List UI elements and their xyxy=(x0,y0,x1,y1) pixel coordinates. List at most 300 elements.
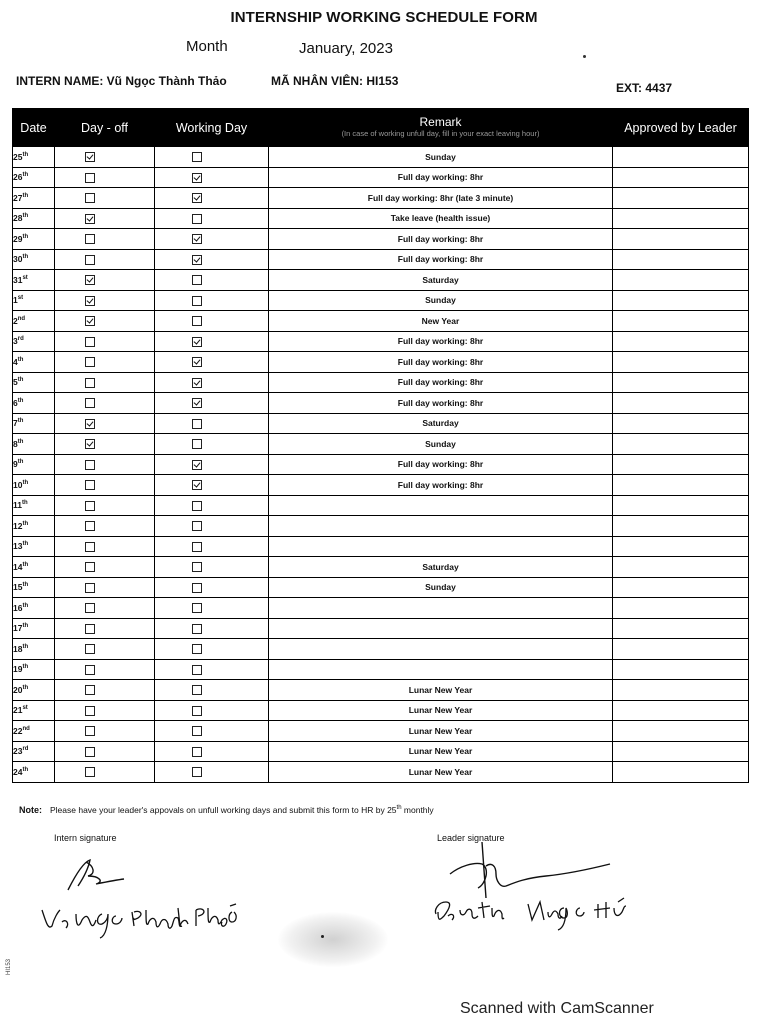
day-off-cell xyxy=(55,372,155,393)
day-off-cell xyxy=(55,249,155,270)
date-cell xyxy=(13,700,55,721)
month-value: January, 2023 xyxy=(299,40,393,57)
working-day-cell xyxy=(155,311,269,332)
date-cell xyxy=(13,536,55,557)
date-cell xyxy=(13,229,55,250)
date-cell xyxy=(13,516,55,537)
date-cell xyxy=(13,639,55,660)
approval-cell xyxy=(613,147,749,168)
date-cell xyxy=(13,372,55,393)
working-day-checkbox[interactable] xyxy=(192,542,202,552)
working-day-checkbox[interactable] xyxy=(192,685,202,695)
table-row xyxy=(13,147,749,168)
day-off-cell xyxy=(55,270,155,291)
date-cell xyxy=(13,721,55,742)
day-off-cell xyxy=(55,741,155,762)
approval-cell xyxy=(613,311,749,332)
approval-cell xyxy=(613,659,749,680)
working-day-checkbox[interactable] xyxy=(192,234,202,244)
table-row xyxy=(13,331,749,352)
working-day-checkbox[interactable] xyxy=(192,562,202,572)
day-off-checkbox[interactable] xyxy=(85,193,95,203)
day-off-cell xyxy=(55,393,155,414)
remark-cell xyxy=(269,659,613,680)
day-off-checkbox[interactable] xyxy=(85,603,95,613)
date-suffix: st xyxy=(22,274,28,281)
table-row xyxy=(13,577,749,598)
day-off-checkbox[interactable] xyxy=(85,337,95,347)
date-suffix: th xyxy=(22,541,29,548)
working-day-checkbox[interactable] xyxy=(192,521,202,531)
working-day-cell xyxy=(155,659,269,680)
table-row xyxy=(13,495,749,516)
working-day-checkbox[interactable] xyxy=(192,747,202,757)
date-day: 29 xyxy=(13,233,23,244)
date-day: 26 xyxy=(13,172,23,183)
date-suffix: th xyxy=(22,500,28,507)
day-off-checkbox[interactable] xyxy=(85,275,95,285)
date-day: 28 xyxy=(13,213,23,224)
day-off-checkbox[interactable] xyxy=(85,173,95,183)
remark-cell xyxy=(269,598,613,619)
day-off-cell xyxy=(55,188,155,209)
remark-cell: Sunday xyxy=(269,147,613,168)
date-day: 18 xyxy=(13,643,23,654)
day-off-cell xyxy=(55,721,155,742)
day-off-cell xyxy=(55,557,155,578)
date-suffix: nd xyxy=(17,315,26,322)
working-day-cell xyxy=(155,557,269,578)
working-day-checkbox[interactable] xyxy=(192,255,202,265)
leader-signature-label: Leader signature xyxy=(437,833,505,843)
day-off-checkbox[interactable] xyxy=(85,706,95,716)
working-day-checkbox[interactable] xyxy=(192,706,202,716)
employee-id-field xyxy=(271,74,398,88)
remark-cell: Take leave (health issue) xyxy=(269,208,613,229)
approval-cell xyxy=(613,639,749,660)
working-day-checkbox[interactable] xyxy=(192,152,202,162)
date-suffix: th xyxy=(17,418,24,425)
day-off-cell xyxy=(55,454,155,475)
date-cell xyxy=(13,434,55,455)
table-row xyxy=(13,188,749,209)
remark-cell: Sunday xyxy=(269,577,613,598)
working-day-checkbox[interactable] xyxy=(192,480,202,490)
remark-cell: Full day working: 8hr xyxy=(269,475,613,496)
working-day-checkbox[interactable] xyxy=(192,275,202,285)
side-code: HI153 xyxy=(6,958,12,975)
date-suffix: th xyxy=(22,151,29,158)
date-day: 12 xyxy=(13,520,23,531)
day-off-checkbox[interactable] xyxy=(85,767,95,777)
scan-smudge xyxy=(278,912,388,967)
day-off-checkbox[interactable] xyxy=(85,439,95,449)
table-row xyxy=(13,434,749,455)
working-day-cell xyxy=(155,618,269,639)
day-off-cell xyxy=(55,475,155,496)
date-day: 10 xyxy=(13,479,23,490)
date-cell xyxy=(13,659,55,680)
date-cell xyxy=(13,454,55,475)
day-off-checkbox[interactable] xyxy=(85,747,95,757)
working-day-checkbox[interactable] xyxy=(192,357,202,367)
day-off-checkbox[interactable] xyxy=(85,542,95,552)
schedule-table xyxy=(12,108,749,783)
approval-cell xyxy=(613,680,749,701)
working-day-cell xyxy=(155,762,269,783)
date-day: 2 xyxy=(13,315,18,326)
approval-cell xyxy=(613,721,749,742)
date-suffix: th xyxy=(22,520,29,527)
day-off-checkbox[interactable] xyxy=(85,152,95,162)
date-suffix: th xyxy=(22,582,29,589)
date-day: 23 xyxy=(13,746,23,757)
date-suffix: th xyxy=(22,643,29,650)
approval-cell xyxy=(613,167,749,188)
remark-cell: Lunar New Year xyxy=(269,721,613,742)
date-day: 15 xyxy=(13,582,23,593)
date-day: 20 xyxy=(13,684,23,695)
day-off-checkbox[interactable] xyxy=(85,562,95,572)
working-day-cell xyxy=(155,249,269,270)
remark-cell: Full day working: 8hr xyxy=(269,352,613,373)
approval-cell xyxy=(613,372,749,393)
approval-cell xyxy=(613,598,749,619)
day-off-cell xyxy=(55,762,155,783)
form-title: INTERNSHIP WORKING SCHEDULE FORM xyxy=(230,9,538,26)
working-day-checkbox[interactable] xyxy=(192,767,202,777)
remark-cell: New Year xyxy=(269,311,613,332)
day-off-cell xyxy=(55,352,155,373)
date-day: 27 xyxy=(13,192,23,203)
date-suffix: rd xyxy=(22,746,29,753)
day-off-checkbox[interactable] xyxy=(85,234,95,244)
table-row xyxy=(13,639,749,660)
date-day: 4 xyxy=(13,356,18,367)
approval-cell xyxy=(613,270,749,291)
working-day-cell xyxy=(155,290,269,311)
working-day-checkbox[interactable] xyxy=(192,378,202,388)
day-off-checkbox[interactable] xyxy=(85,378,95,388)
note-sup: th xyxy=(396,805,402,812)
working-day-cell xyxy=(155,229,269,250)
remark-cell xyxy=(269,536,613,557)
date-suffix: th xyxy=(22,561,29,568)
date-suffix: th xyxy=(22,479,29,486)
intern-name-value: Vũ Ngọc Thành Thảo xyxy=(106,74,227,88)
remark-cell xyxy=(269,618,613,639)
approval-cell xyxy=(613,741,749,762)
date-day: 31 xyxy=(13,274,23,285)
scan-speck xyxy=(583,55,586,58)
header-day-off: Day - off xyxy=(55,109,155,147)
working-day-checkbox[interactable] xyxy=(192,419,202,429)
date-suffix: th xyxy=(17,356,24,363)
remark-cell: Saturday xyxy=(269,270,613,291)
day-off-checkbox[interactable] xyxy=(85,316,95,326)
date-day: 19 xyxy=(13,664,23,675)
intern-signature xyxy=(38,852,258,942)
working-day-checkbox[interactable] xyxy=(192,583,202,593)
date-day: 8 xyxy=(13,438,18,449)
date-cell xyxy=(13,413,55,434)
date-cell xyxy=(13,208,55,229)
date-day: 16 xyxy=(13,602,23,613)
approval-cell xyxy=(613,700,749,721)
date-cell xyxy=(13,618,55,639)
approval-cell xyxy=(613,413,749,434)
working-day-checkbox[interactable] xyxy=(192,296,202,306)
table-row xyxy=(13,208,749,229)
table-row xyxy=(13,372,749,393)
working-day-cell xyxy=(155,208,269,229)
day-off-cell xyxy=(55,331,155,352)
day-off-cell xyxy=(55,434,155,455)
table-row xyxy=(13,598,749,619)
working-day-cell xyxy=(155,639,269,660)
remark-cell: Full day working: 8hr xyxy=(269,249,613,270)
day-off-cell xyxy=(55,680,155,701)
working-day-cell xyxy=(155,352,269,373)
date-day: 24 xyxy=(13,766,23,777)
remark-cell: Full day working: 8hr xyxy=(269,167,613,188)
date-cell xyxy=(13,331,55,352)
ext-value: 4437 xyxy=(645,81,673,95)
working-day-cell xyxy=(155,454,269,475)
date-day: 21 xyxy=(13,705,23,716)
date-suffix: st xyxy=(17,295,24,302)
day-off-cell xyxy=(55,167,155,188)
table-row xyxy=(13,229,749,250)
working-day-cell xyxy=(155,680,269,701)
table-row xyxy=(13,659,749,680)
date-day: 5 xyxy=(13,377,18,388)
ext-label: EXT: xyxy=(616,81,643,95)
day-off-cell xyxy=(55,577,155,598)
day-off-checkbox[interactable] xyxy=(85,357,95,367)
date-cell xyxy=(13,680,55,701)
header-working-day: Working Day xyxy=(155,109,269,147)
date-cell xyxy=(13,249,55,270)
ext-field xyxy=(616,81,672,95)
remark-cell: Full day working: 8hr xyxy=(269,372,613,393)
date-suffix: th xyxy=(22,192,29,199)
table-row xyxy=(13,516,749,537)
date-cell xyxy=(13,598,55,619)
form-note xyxy=(19,805,434,815)
header-remark-title: Remark xyxy=(419,115,462,129)
working-day-cell xyxy=(155,147,269,168)
day-off-cell xyxy=(55,700,155,721)
date-cell xyxy=(13,188,55,209)
date-suffix: th xyxy=(22,213,29,220)
working-day-cell xyxy=(155,393,269,414)
remark-cell: Lunar New Year xyxy=(269,680,613,701)
table-row xyxy=(13,454,749,475)
date-cell xyxy=(13,167,55,188)
day-off-checkbox[interactable] xyxy=(85,214,95,224)
day-off-checkbox[interactable] xyxy=(85,583,95,593)
date-day: 25 xyxy=(13,151,23,162)
date-day: 30 xyxy=(13,254,23,265)
day-off-checkbox[interactable] xyxy=(85,685,95,695)
leader-signature xyxy=(430,838,650,942)
date-suffix: th xyxy=(22,233,29,240)
date-cell xyxy=(13,495,55,516)
remark-cell: Lunar New Year xyxy=(269,700,613,721)
working-day-checkbox[interactable] xyxy=(192,173,202,183)
date-cell xyxy=(13,147,55,168)
working-day-checkbox[interactable] xyxy=(192,624,202,634)
working-day-checkbox[interactable] xyxy=(192,193,202,203)
working-day-cell xyxy=(155,331,269,352)
approval-cell xyxy=(613,188,749,209)
remark-cell: Full day working: 8hr xyxy=(269,393,613,414)
table-row xyxy=(13,700,749,721)
day-off-checkbox[interactable] xyxy=(85,255,95,265)
date-day: 22 xyxy=(13,725,23,736)
working-day-checkbox[interactable] xyxy=(192,316,202,326)
date-day: 11 xyxy=(13,500,22,511)
approval-cell xyxy=(613,516,749,537)
remark-cell: Sunday xyxy=(269,290,613,311)
date-cell xyxy=(13,762,55,783)
approval-cell xyxy=(613,762,749,783)
table-row xyxy=(13,393,749,414)
date-cell xyxy=(13,352,55,373)
month-label: Month xyxy=(186,38,228,55)
date-day: 17 xyxy=(13,623,23,634)
day-off-checkbox[interactable] xyxy=(85,501,95,511)
date-cell xyxy=(13,290,55,311)
date-suffix: th xyxy=(17,377,24,384)
working-day-checkbox[interactable] xyxy=(192,439,202,449)
working-day-checkbox[interactable] xyxy=(192,214,202,224)
working-day-cell xyxy=(155,516,269,537)
header-remark-subtitle: (In case of working unfull day, fill in your exact leaving hour) xyxy=(341,129,540,138)
working-day-checkbox[interactable] xyxy=(192,665,202,675)
day-off-checkbox[interactable] xyxy=(85,644,95,654)
date-suffix: rd xyxy=(17,336,24,343)
day-off-cell xyxy=(55,598,155,619)
working-day-cell xyxy=(155,721,269,742)
table-row xyxy=(13,680,749,701)
approval-cell xyxy=(613,536,749,557)
working-day-checkbox[interactable] xyxy=(192,501,202,511)
date-cell xyxy=(13,557,55,578)
working-day-cell xyxy=(155,167,269,188)
employee-id-label: MÃ NHÂN VIÊN: xyxy=(271,74,363,88)
working-day-cell xyxy=(155,577,269,598)
working-day-cell xyxy=(155,434,269,455)
working-day-cell xyxy=(155,536,269,557)
intern-name-label: INTERN NAME: xyxy=(16,74,104,88)
working-day-checkbox[interactable] xyxy=(192,337,202,347)
day-off-checkbox[interactable] xyxy=(85,480,95,490)
date-suffix: th xyxy=(22,602,29,609)
working-day-cell xyxy=(155,475,269,496)
date-day: 14 xyxy=(13,561,23,572)
date-day: 1 xyxy=(13,295,18,306)
day-off-checkbox[interactable] xyxy=(85,521,95,531)
working-day-checkbox[interactable] xyxy=(192,644,202,654)
date-cell xyxy=(13,270,55,291)
working-day-checkbox[interactable] xyxy=(192,603,202,613)
date-suffix: st xyxy=(22,705,28,712)
date-suffix: th xyxy=(22,623,29,630)
day-off-checkbox[interactable] xyxy=(85,624,95,634)
approval-cell xyxy=(613,229,749,250)
day-off-checkbox[interactable] xyxy=(85,726,95,736)
table-row xyxy=(13,762,749,783)
working-day-checkbox[interactable] xyxy=(192,398,202,408)
approval-cell xyxy=(613,454,749,475)
table-row xyxy=(13,618,749,639)
date-suffix: th xyxy=(22,766,29,773)
day-off-checkbox[interactable] xyxy=(85,398,95,408)
day-off-checkbox[interactable] xyxy=(85,460,95,470)
date-suffix: th xyxy=(22,172,29,179)
note-text-end: monthly xyxy=(401,805,434,815)
approval-cell xyxy=(613,208,749,229)
table-row xyxy=(13,536,749,557)
approval-cell xyxy=(613,290,749,311)
approval-cell xyxy=(613,475,749,496)
day-off-cell xyxy=(55,495,155,516)
day-off-cell xyxy=(55,618,155,639)
remark-cell: Lunar New Year xyxy=(269,741,613,762)
note-label: Note: xyxy=(19,805,42,815)
remark-cell xyxy=(269,639,613,660)
day-off-cell xyxy=(55,147,155,168)
remark-cell: Lunar New Year xyxy=(269,762,613,783)
working-day-cell xyxy=(155,700,269,721)
table-row xyxy=(13,721,749,742)
remark-cell: Full day working: 8hr xyxy=(269,454,613,475)
table-row xyxy=(13,413,749,434)
employee-id-value: HI153 xyxy=(366,74,399,88)
day-off-checkbox[interactable] xyxy=(85,296,95,306)
date-day: 6 xyxy=(13,397,18,408)
header-date: Date xyxy=(13,109,55,147)
date-suffix: th xyxy=(22,684,29,691)
working-day-checkbox[interactable] xyxy=(192,460,202,470)
remark-cell xyxy=(269,495,613,516)
remark-cell: Saturday xyxy=(269,413,613,434)
table-row xyxy=(13,167,749,188)
note-text: Please have your leader's appovals on unfull working days and submit this form to HR by 25 xyxy=(50,805,397,815)
remark-cell: Full day working: 8hr xyxy=(269,229,613,250)
approval-cell xyxy=(613,618,749,639)
working-day-cell xyxy=(155,413,269,434)
header-remark xyxy=(269,109,613,147)
scan-dot xyxy=(321,935,324,938)
date-suffix: th xyxy=(17,438,24,445)
date-day: 13 xyxy=(13,541,23,552)
table-row xyxy=(13,290,749,311)
day-off-checkbox[interactable] xyxy=(85,419,95,429)
table-row xyxy=(13,741,749,762)
date-day: 9 xyxy=(13,459,18,470)
date-suffix: th xyxy=(22,254,29,261)
date-cell xyxy=(13,577,55,598)
approval-cell xyxy=(613,393,749,414)
day-off-checkbox[interactable] xyxy=(85,665,95,675)
day-off-cell xyxy=(55,639,155,660)
header-approved: Approved by Leader xyxy=(613,109,749,147)
working-day-checkbox[interactable] xyxy=(192,726,202,736)
day-off-cell xyxy=(55,659,155,680)
